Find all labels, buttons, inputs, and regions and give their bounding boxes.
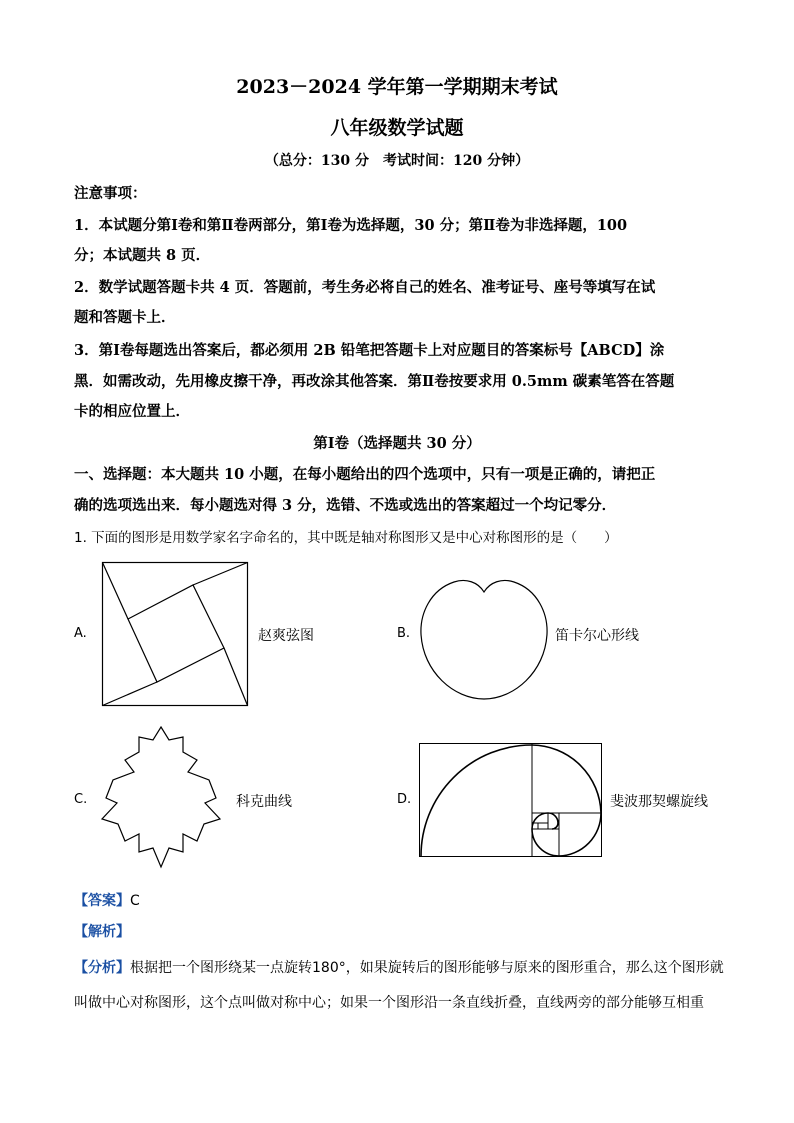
answer-value: C [130, 893, 140, 909]
exam-meta: （总分：130 分 考试时间：120 分钟） [264, 153, 530, 169]
analysis-heading [74, 921, 734, 941]
notes-line: 2．数学试题答题卡共 4 页．答题前，考生务必将自己的姓名、准考证号、座号等填写在试 [74, 279, 656, 296]
option-a-letter: A. [74, 626, 87, 641]
section-title: 第Ⅰ卷（选择题共 30 分） [313, 435, 481, 452]
option-d-letter: D. [397, 792, 412, 807]
question-stem: 1. 下面的图形是用数学家名字命名的，其中既是轴对称图形又是中心对称图形的是（ ） [74, 530, 618, 546]
koch-snowflake-icon [97, 726, 225, 868]
analysis-tag: 【分析】 [74, 960, 130, 976]
option-c-letter: C. [74, 792, 88, 807]
analysis-text: 根据把一个图形绕某一点旋转180°，如果旋转后的图形能够与原来的图形重合，那么这个图形就 [130, 960, 724, 976]
option-c-name: 科克曲线 [236, 794, 292, 810]
cardioid-icon [420, 578, 548, 700]
option-b-letter: B. [397, 626, 411, 641]
analysis-line [74, 957, 734, 977]
option-a-name: 赵爽弦图 [258, 628, 314, 644]
option-b-name: 笛卡尔心形线 [555, 628, 639, 644]
section-instruction: 一、选择题：本大题共 10 小题，在每小题给出的四个选项中，只有一项是正确的，请把正 [74, 466, 656, 483]
notes-line: 3．第Ⅰ卷每题选出答案后，都必须用 2B 铅笔把答题卡上对应题目的答案标号【ABCD】涂 [74, 342, 665, 359]
notes-heading: 注意事项： [74, 185, 147, 202]
notes-line: 题和答题卡上． [74, 309, 176, 326]
notes-line: 分；本试题共 8 页． [74, 247, 211, 264]
analysis-line: 叫做中心对称图形，这个点叫做对称中心；如果一个图形沿一条直线折叠，直线两旁的部分能够互相重 [74, 995, 704, 1011]
option-d-name: 斐波那契螺旋线 [610, 794, 708, 810]
fibonacci-spiral-icon [419, 743, 602, 857]
notes-line: 1．本试题分第Ⅰ卷和第Ⅱ卷两部分，第Ⅰ卷为选择题，30 分；第Ⅱ卷为非选择题，100 [74, 217, 628, 234]
notes-line: 黑．如需改动，先用橡皮擦干净，再改涂其他答案．第Ⅱ卷按要求用 0.5mm 碳素笔答在答题 [74, 373, 675, 390]
exam-subtitle: 八年级数学试题 [330, 117, 464, 139]
exam-title: 2023－2024 学年第一学期期末考试 [236, 76, 558, 98]
section-instruction: 确的选项选出来．每小题选对得 3 分，选错、不选或选出的答案超过一个均记零分． [74, 497, 617, 514]
answer-label: 【答案】 [74, 893, 130, 909]
zhao-shuang-diagram-icon [102, 562, 248, 706]
analysis-label: 【解析】 [74, 924, 130, 940]
notes-line: 卡的相应位置上． [74, 403, 190, 420]
answer-line [74, 890, 734, 910]
